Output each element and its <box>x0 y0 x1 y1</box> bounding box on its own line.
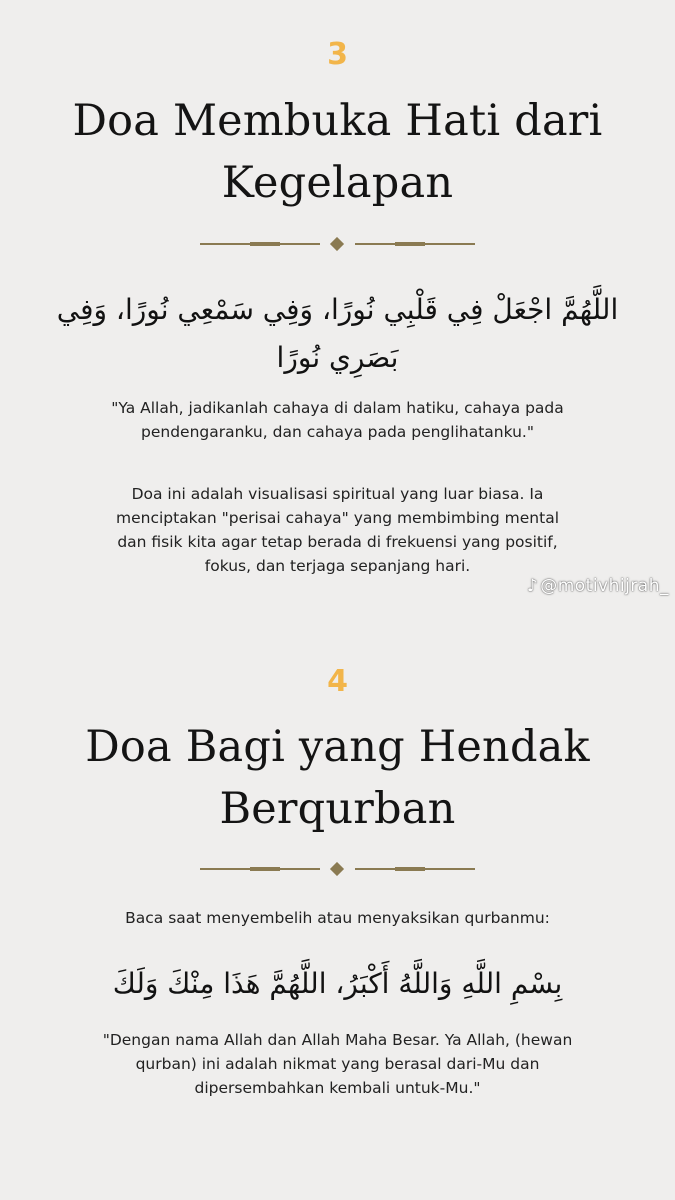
section-number: 4 <box>327 664 348 699</box>
arabic-line: اللَّهُمَّ اجْعَلْ فِي قَلْبِي نُورًا، وَفِي سَمْعِي نُورًا، وَفِي <box>56 293 619 326</box>
translation-line: pendengaranku, dan cahaya pada penglihatanku." <box>141 423 534 441</box>
arabic-text <box>0 286 675 382</box>
arabic-text <box>0 960 675 1008</box>
description-line: Doa ini adalah visualisasi spiritual yang luar biasa. Ia <box>131 485 544 503</box>
section-title-line: Doa Bagi yang Hendak <box>85 722 590 772</box>
description-line: fokus, dan terjaga sepanjang hari. <box>204 557 471 575</box>
divider-diamond <box>330 237 344 251</box>
section-title <box>0 90 675 214</box>
translation-line: "Ya Allah, jadikanlah cahaya di dalam hatiku, cahaya pada <box>111 399 564 417</box>
section-title-line: Kegelapan <box>221 158 454 208</box>
divider-bar-left <box>250 867 280 871</box>
watermark <box>527 576 669 596</box>
watermark-handle: @motivhijrah_ <box>540 576 669 596</box>
ornament-divider <box>200 237 475 251</box>
divider-diamond <box>330 862 344 876</box>
translation-text <box>0 1028 675 1100</box>
arabic-line: بَصَرِي نُورًا <box>276 341 399 374</box>
ornament-divider <box>200 862 475 876</box>
section-title-line: Doa Membuka Hati dari <box>72 96 603 146</box>
divider-bar-left <box>250 242 280 246</box>
translation-line: qurban) ini adalah nikmat yang berasal dari-Mu dan <box>135 1055 540 1073</box>
tiktok-icon: ♪ <box>526 576 539 596</box>
description-line: menciptakan "perisai cahaya" yang membimbing mental <box>115 509 560 527</box>
description-text <box>0 482 675 578</box>
translation-line: dipersembahkan kembali untuk-Mu." <box>194 1079 481 1097</box>
description-line: dan fisik kita agar tetap berada di frekuensi yang positif, <box>117 533 558 551</box>
translation-line: "Dengan nama Allah dan Allah Maha Besar. Ya Allah, (hewan <box>102 1031 573 1049</box>
arabic-line: بِسْمِ اللَّهِ وَاللَّهُ أَكْبَرُ، اللَّهُمَّ هَذَا مِنْكَ وَلَكَ <box>112 967 563 1000</box>
intro-text: Baca saat menyembelih atau menyaksikan qurbanmu: <box>125 909 550 927</box>
translation-text <box>0 396 675 444</box>
section-title <box>0 716 675 840</box>
section-title-line: Berqurban <box>219 784 456 834</box>
divider-bar-right <box>395 242 425 246</box>
divider-bar-right <box>395 867 425 871</box>
section-number: 3 <box>327 37 348 72</box>
